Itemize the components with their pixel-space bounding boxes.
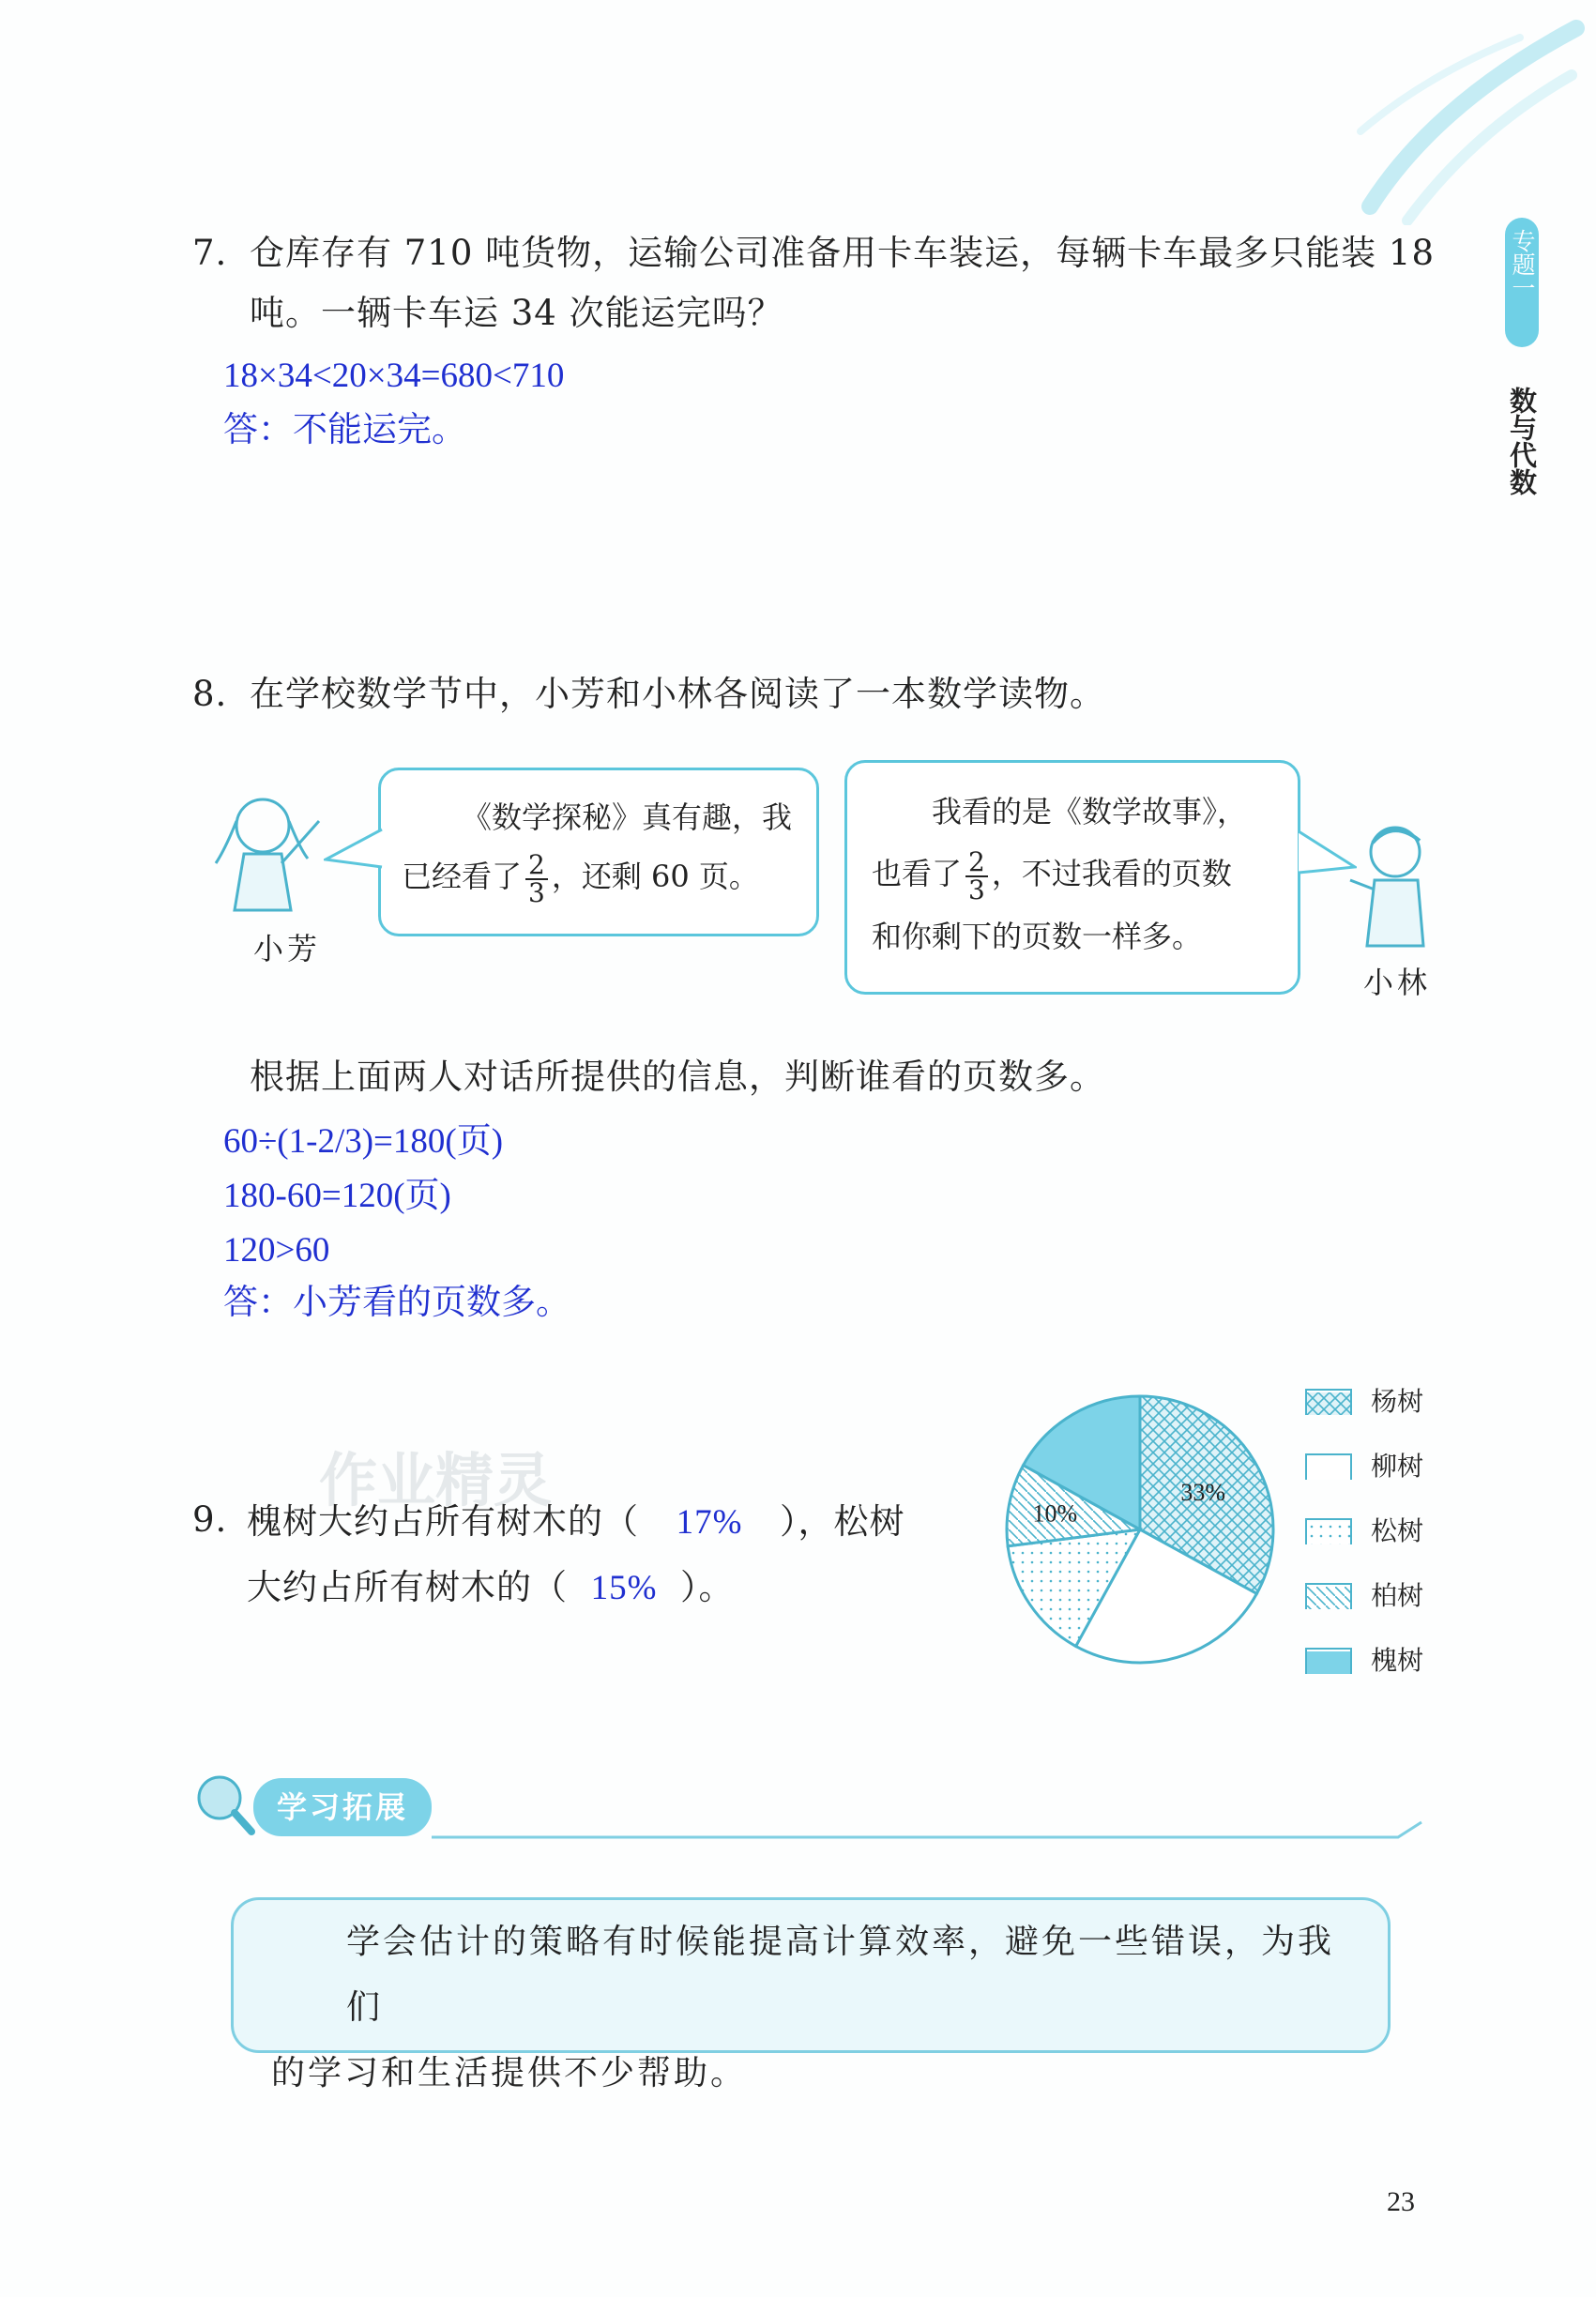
question-7-answer-1: 18×34<20×34=680<710 xyxy=(223,357,565,395)
boy-illustration xyxy=(1337,814,1440,955)
question-8-answer-4: 答：小芳看的页数多。 xyxy=(223,1284,570,1322)
girl-bubble-tail xyxy=(324,826,384,873)
question-7-line1: 仓库存有 710 吨货物，运输公司准备用卡车装运，每辆卡车最多只能装 18 xyxy=(250,233,1435,273)
chapter-title: 数与代数 xyxy=(1506,387,1538,495)
question-8-answer-1: 60÷(1-2/3)=180(页) xyxy=(223,1122,504,1161)
legend-label: 柏树 xyxy=(1371,1580,1424,1611)
boy-bubble-line2: 也看了 $\frac{2}{3}$ ，不过我看的页数 xyxy=(872,845,1232,905)
question-9-line2: 大约占所有树木的（ 15% ）。 xyxy=(247,1561,735,1616)
fraction-two-thirds: $\frac{2}{3}$ xyxy=(525,852,548,906)
question-7-answer-2: 答：不能运完。 xyxy=(223,411,466,449)
magnifier-icon xyxy=(188,1770,263,1845)
question-7-number: 7. xyxy=(192,233,228,273)
section-banner: 学习拓展 xyxy=(253,1778,432,1836)
tip-line2: 的学习和生活提供不少帮助。 xyxy=(271,2054,748,2092)
question-8-prompt: 根据上面两人对话所提供的信息，判断谁看的页数多。 xyxy=(250,1057,1105,1097)
question-9-number: 9. xyxy=(192,1499,228,1540)
boy-name: 小林 xyxy=(1363,965,1432,1000)
boy-bubble-line3: 和你剩下的页数一样多。 xyxy=(872,919,1203,954)
boy-bubble-line1: 我看的是《数学故事》， xyxy=(932,794,1248,829)
legend-label: 松树 xyxy=(1371,1515,1424,1546)
legend-swatch xyxy=(1305,1389,1352,1415)
legend-swatch xyxy=(1305,1583,1352,1609)
question-8-answer-2: 180-60=120(页) xyxy=(223,1177,451,1215)
legend-label: 杨树 xyxy=(1371,1386,1424,1417)
tip-box xyxy=(231,1897,1391,2092)
girl-speech-bubble xyxy=(378,768,819,936)
answer-blank-pine[interactable]: 15% xyxy=(590,1569,658,1607)
boy-speech-bubble xyxy=(844,760,1300,995)
answer-blank-sophora[interactable]: 17% xyxy=(676,1503,743,1542)
legend-swatch xyxy=(1305,1453,1352,1480)
question-7-line2: 吨。一辆卡车运 34 次能运完吗？ xyxy=(250,293,783,333)
decorative-brush-strokes xyxy=(1351,19,1586,225)
tip-line1: 学会估计的策略有时候能提高计算效率，避免一些错误，为我们 xyxy=(346,1923,1335,2027)
legend-label: 柳树 xyxy=(1371,1451,1424,1482)
legend-label: 槐树 xyxy=(1371,1645,1424,1676)
pie-label-3: 10% xyxy=(1032,1499,1078,1528)
girl-name: 小芳 xyxy=(253,931,322,966)
legend-swatch xyxy=(1305,1518,1352,1544)
watermark: 作业精灵 xyxy=(319,1446,553,1514)
tree-pie-chart xyxy=(990,1379,1290,1680)
question-8-answer-3: 120>60 xyxy=(223,1231,330,1270)
section-divider-line xyxy=(432,1820,1426,1843)
page-number: 23 xyxy=(1387,2186,1415,2217)
girl-bubble-line1: 《数学探秘》真有趣，我 xyxy=(462,799,793,835)
question-9-line1: 槐树大约占所有树木的（ 17% ），松树 xyxy=(247,1496,905,1550)
question-8-number: 8. xyxy=(192,674,228,714)
girl-bubble-line2: 已经看了 $\frac{2}{3}$ ，还剩 60 页。 xyxy=(402,848,759,908)
legend-swatch xyxy=(1305,1648,1352,1674)
fraction-two-thirds-boy: $\frac{2}{3}$ xyxy=(965,849,988,904)
pie-label-0: 33% xyxy=(1180,1479,1226,1507)
chapter-tab: 专题一 xyxy=(1505,218,1539,347)
question-8-intro: 在学校数学节中，小芳和小林各阅读了一本数学读物。 xyxy=(250,674,1105,714)
